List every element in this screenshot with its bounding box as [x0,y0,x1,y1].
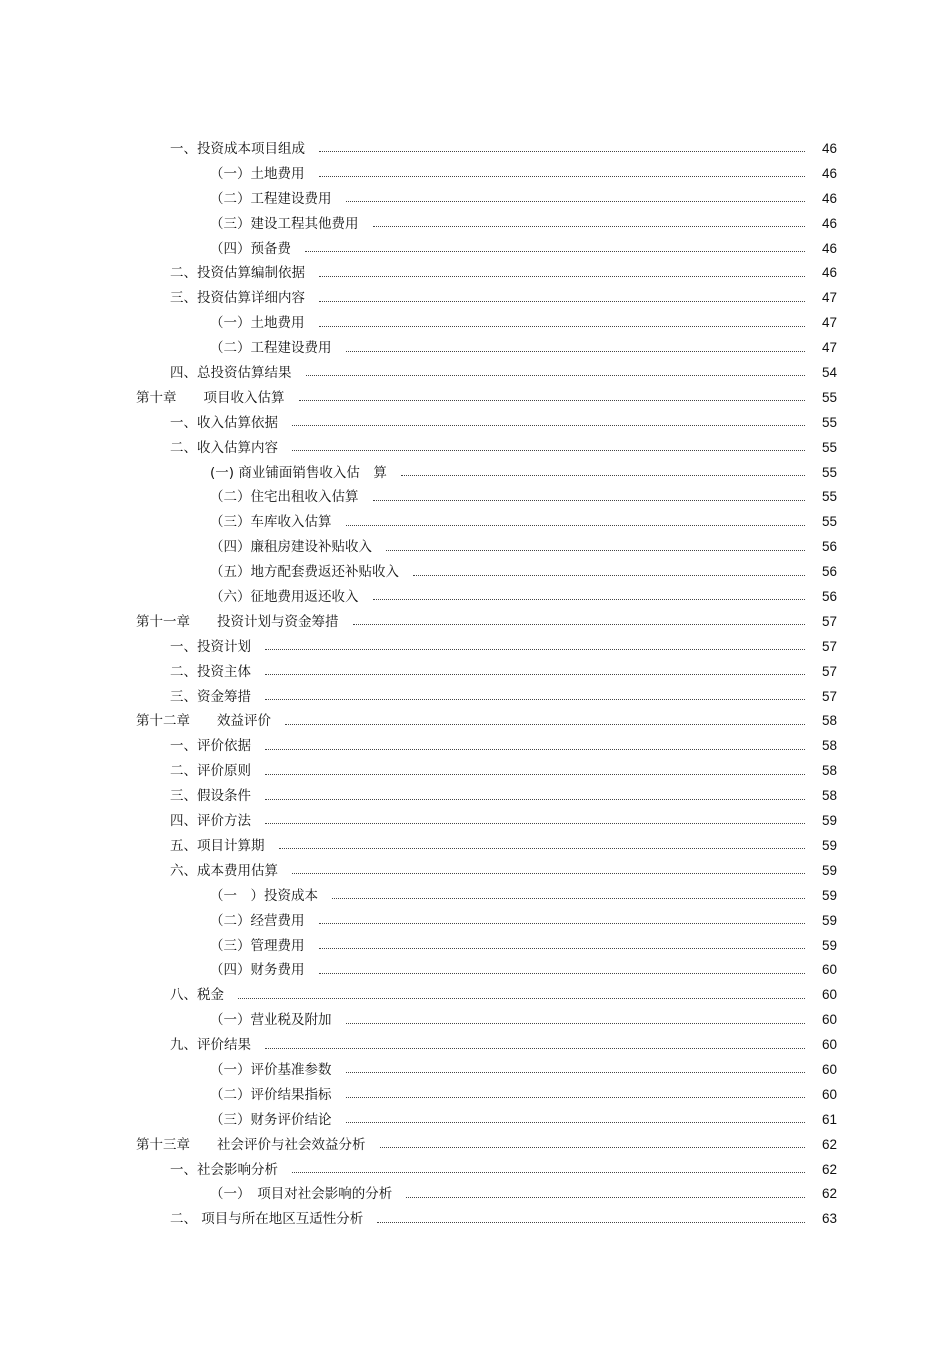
dot-leader [265,773,805,775]
toc-entry-title: （一）土地费用 [210,315,305,332]
toc-entry-title: （六）征地费用返还收入 [210,589,359,606]
dot-leader [413,574,805,576]
toc-entry-title: （三）建设工程其他费用 [210,215,359,232]
dot-leader [380,1146,806,1148]
toc-entry[interactable] [0,1033,950,1058]
toc-page-number: 63 [821,1211,837,1227]
dot-leader [299,399,806,401]
toc-page-number: 58 [821,788,837,804]
toc-entry-title: 一、评价依据 [170,738,251,755]
toc-entry[interactable] [0,1207,950,1232]
toc-entry-title: 二、评价原则 [170,763,251,780]
dot-leader [292,424,805,426]
toc-page-number: 46 [821,165,837,181]
toc-entry-title: 第十二章 效益评价 [136,713,271,730]
dot-leader [285,723,805,725]
toc-page-number: 59 [821,937,837,953]
toc-entry[interactable] [0,585,950,610]
toc-entry[interactable] [0,261,950,286]
toc-page-number: 62 [821,1186,837,1202]
toc-page-number: 47 [821,290,837,306]
toc-entry[interactable] [0,834,950,859]
toc-entry-title: 三、投资估算详细内容 [170,290,305,307]
toc-entry[interactable] [0,635,950,660]
dot-leader [265,798,805,800]
toc-page-number: 57 [821,638,837,654]
toc-entry[interactable] [0,909,950,934]
toc-entry-title: 四、总投资估算结果 [170,365,292,382]
toc-entry-title: （三）管理费用 [210,937,305,954]
dot-leader [265,648,805,650]
toc-page-number: 57 [821,688,837,704]
dot-leader [353,623,806,625]
dot-leader [346,200,806,202]
toc-entry-title: 四、评价方法 [170,813,251,830]
toc-page-number: 55 [821,414,837,430]
toc-page-number: 60 [821,1037,837,1053]
toc-entry-title: 二、 项目与所在地区互适性分析 [170,1211,364,1228]
dot-leader [346,524,806,526]
toc-entry[interactable] [0,1133,950,1158]
toc-page-number: 62 [821,1161,837,1177]
toc-entry-title: 一、投资成本项目组成 [170,141,305,157]
toc-entry-title: （一）土地费用 [210,165,305,182]
toc-entry-title: （二）评价结果指标 [210,1086,332,1103]
dot-leader [319,300,805,302]
dot-leader [265,1047,805,1049]
toc-entry[interactable] [0,734,950,759]
toc-entry-title: 一、收入估算依据 [170,414,278,431]
toc-entry-title: 六、成本费用估算 [170,862,278,879]
toc-entry[interactable] [0,411,950,436]
toc-entry-title: 九、评价结果 [170,1037,251,1054]
dot-leader [346,350,806,352]
toc-entry[interactable] [0,286,950,311]
toc-entry[interactable] [0,237,950,262]
table-of-contents [0,137,950,1232]
toc-page-number: 60 [821,987,837,1003]
dot-leader [265,748,805,750]
toc-entry[interactable] [0,709,950,734]
toc-page-number: 46 [821,190,837,206]
dot-leader [346,1071,806,1073]
toc-entry-title: （四）财务费用 [210,962,305,979]
toc-page-number: 61 [821,1111,837,1127]
dot-leader [279,847,806,849]
dot-leader [377,1221,805,1223]
toc-entry[interactable] [0,859,950,884]
toc-entry[interactable] [0,1058,950,1083]
toc-entry-title: 二、投资估算编制依据 [170,265,305,282]
toc-entry[interactable] [0,1008,950,1033]
toc-page-number: 55 [821,464,837,480]
toc-page-number: 60 [821,962,837,978]
toc-entry-title: 三、假设条件 [170,788,251,805]
toc-entry-title: 一、社会影响分析 [170,1161,278,1178]
toc-entry[interactable] [0,461,950,486]
toc-entry[interactable] [0,187,950,212]
toc-page-number: 59 [821,813,837,829]
toc-page-number: 47 [821,340,837,356]
toc-page-number: 59 [821,837,837,853]
dot-leader [265,673,805,675]
toc-entry-title: 第十三章 社会评价与社会效益分析 [136,1136,366,1153]
toc-entry-title: （一 ）投资成本 [210,887,318,904]
toc-entry-title: （二）工程建设费用 [210,340,332,357]
dot-leader [373,225,806,227]
toc-page-number: 59 [821,862,837,878]
toc-entry-title: 第十一章 投资计划与资金筹措 [136,613,339,630]
toc-page-number: 56 [821,589,837,605]
toc-entry-title: 第十章 项目收入估算 [136,389,285,406]
toc-entry[interactable] [0,436,950,461]
toc-page-number: 59 [821,912,837,928]
toc-entry-title: （二）住宅出租收入估算 [210,489,359,506]
toc-page-number: 62 [821,1136,837,1152]
dot-leader [332,897,805,899]
toc-entry-title: （一）营业税及附加 [210,1012,332,1029]
toc-page-number: 55 [821,489,837,505]
toc-entry-title: （四）廉租房建设补贴收入 [210,539,372,556]
dot-leader [346,1022,806,1024]
dot-leader [319,325,806,327]
toc-entry[interactable] [0,535,950,560]
dot-leader [292,449,805,451]
dot-leader [319,150,805,152]
toc-entry-title: 二、投资主体 [170,663,251,680]
dot-leader [386,549,805,551]
dot-leader [319,972,806,974]
toc-entry[interactable] [0,784,950,809]
toc-entry[interactable] [0,212,950,237]
toc-entry-title: （二）工程建设费用 [210,190,332,207]
toc-entry-title: （一） 项目对社会影响的分析 [210,1186,393,1203]
toc-entry[interactable] [0,311,950,336]
dot-leader [306,374,806,376]
toc-entry[interactable] [0,958,950,983]
dot-leader [238,997,805,999]
toc-page-number: 57 [821,613,837,629]
toc-page-number: 46 [821,141,837,156]
dot-leader [346,1121,806,1123]
toc-entry[interactable] [0,685,950,710]
dot-leader [346,1096,806,1098]
dot-leader [406,1196,805,1198]
toc-entry[interactable] [0,1108,950,1133]
dot-leader [319,922,806,924]
toc-page-number: 56 [821,564,837,580]
toc-page-number: 60 [821,1012,837,1028]
dot-leader [319,175,806,177]
toc-entry[interactable] [0,660,950,685]
toc-entry-title: (一) 商业铺面销售收入估 算 [210,464,387,481]
toc-entry-title: 五、项目计算期 [170,837,265,854]
dot-leader [373,598,806,600]
toc-page-number: 58 [821,713,837,729]
toc-page-number: 60 [821,1061,837,1077]
toc-entry-title: （五）地方配套费返还补贴收入 [210,564,399,581]
dot-leader [319,947,806,949]
toc-page-number: 57 [821,663,837,679]
dot-leader [319,275,805,277]
toc-page-number: 46 [821,215,837,231]
toc-page-number: 55 [821,389,837,405]
toc-page-number: 60 [821,1086,837,1102]
toc-entry[interactable] [0,759,950,784]
toc-entry[interactable] [0,934,950,959]
toc-page-number: 58 [821,738,837,754]
toc-entry[interactable] [0,1083,950,1108]
dot-leader [305,250,805,252]
toc-page-number: 55 [821,439,837,455]
toc-entry[interactable] [0,336,950,361]
toc-entry[interactable] [0,1158,950,1183]
toc-entry[interactable] [0,510,950,535]
dot-leader [401,474,805,476]
toc-entry[interactable] [0,809,950,834]
toc-page-number: 46 [821,240,837,256]
toc-page-number: 54 [821,365,837,381]
toc-page-number: 55 [821,514,837,530]
toc-entry[interactable] [0,386,950,411]
dot-leader [373,499,806,501]
toc-entry[interactable] [0,1182,950,1207]
toc-page-number: 59 [821,887,837,903]
toc-entry[interactable] [0,162,950,187]
toc-entry[interactable] [0,137,950,162]
toc-page-number: 56 [821,539,837,555]
dot-leader [265,822,805,824]
toc-entry-title: 一、投资计划 [170,638,251,655]
toc-entry-title: 三、资金筹措 [170,688,251,705]
toc-entry-title: 二、收入估算内容 [170,439,278,456]
dot-leader [265,698,805,700]
toc-entry-title: （三）车库收入估算 [210,514,332,531]
toc-page-number: 58 [821,763,837,779]
toc-entry[interactable] [0,560,950,585]
dot-leader [292,1171,805,1173]
toc-entry[interactable] [0,361,950,386]
toc-entry-title: 八、税金 [170,987,224,1004]
toc-entry-title: （四）预备费 [210,240,291,257]
toc-page-number: 46 [821,265,837,281]
dot-leader [292,872,805,874]
toc-entry[interactable] [0,983,950,1008]
toc-entry[interactable] [0,485,950,510]
toc-entry-title: （二）经营费用 [210,912,305,929]
toc-entry[interactable] [0,610,950,635]
toc-entry-title: （三）财务评价结论 [210,1111,332,1128]
toc-page-number: 47 [821,315,837,331]
toc-entry[interactable] [0,884,950,909]
toc-entry-title: （一）评价基准参数 [210,1061,332,1078]
